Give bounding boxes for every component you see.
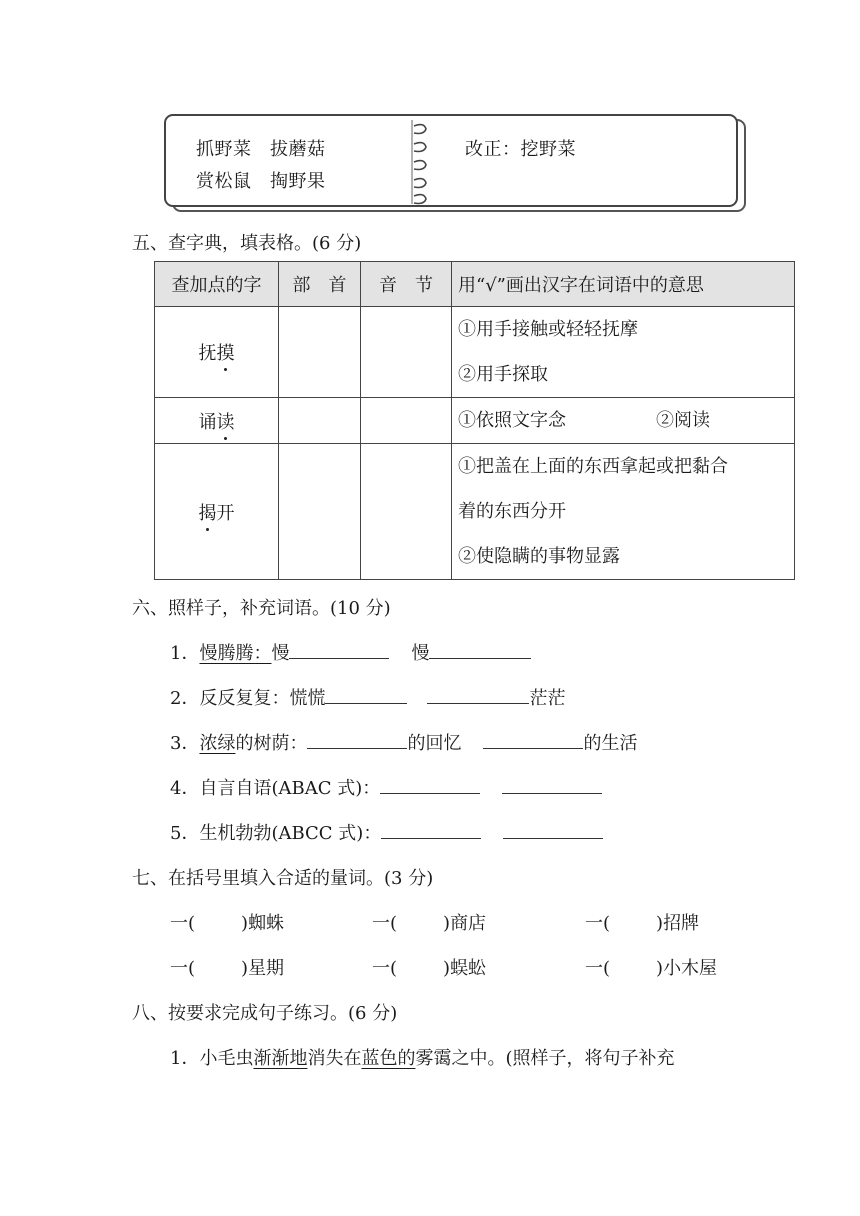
table-row <box>155 398 795 444</box>
s6-item-2 <box>170 684 565 710</box>
answer-blank[interactable] <box>483 730 583 749</box>
prompt-b: 慢 <box>411 643 430 664</box>
s6-item-3 <box>170 729 637 755</box>
dotted-char: 揭 <box>199 499 217 525</box>
table-header-row <box>155 262 795 307</box>
row-word <box>155 398 279 444</box>
word-part: 开 <box>216 502 235 524</box>
prefix: 一( <box>585 913 611 934</box>
sentence-part: 小毛虫 <box>199 1048 254 1069</box>
item-number: 5． <box>170 823 200 844</box>
row-word <box>155 444 279 580</box>
meaning-option[interactable]: ①用手接触或轻轻抚摩 <box>458 319 638 340</box>
item-number: 3． <box>170 733 200 754</box>
prompt-a: 慌慌 <box>289 688 326 709</box>
notebook-rings-icon <box>400 116 440 208</box>
header-char: 查加点的字 <box>155 262 279 307</box>
section-8-title: 八、按要求完成句子练习。(6 分) <box>132 1003 398 1024</box>
noun: 商店 <box>450 913 487 934</box>
answer-blank[interactable] <box>502 775 602 794</box>
correction-label: 改正： <box>465 139 521 160</box>
prompt-b: 茫茫 <box>529 688 566 709</box>
measure-word-item: 一( )蜈蚣 <box>372 958 487 979</box>
prompt-a: 的回忆 <box>407 733 462 754</box>
section-7-title: 七、在括号里填入合适的量词。(3 分) <box>132 868 434 889</box>
meaning-option[interactable]: ②阅读 <box>656 410 710 431</box>
meaning-cell <box>452 444 795 580</box>
table-row <box>155 307 795 398</box>
example-rest: 的树荫： <box>235 733 308 754</box>
header-meaning: 用“√”画出汉字在词语中的意思 <box>452 262 795 307</box>
noun: 星期 <box>248 958 285 979</box>
meaning-cell <box>452 307 795 398</box>
item-number: 1． <box>170 1048 200 1069</box>
notebook-correction <box>465 135 576 161</box>
meaning-option[interactable]: ②使隐瞒的事物显露 <box>458 546 620 567</box>
noun: 招牌 <box>663 913 700 934</box>
notebook-line-1: 抓野菜 拔蘑菇 <box>196 139 326 160</box>
section-5-title: 五、查字典，填表格。(6 分) <box>132 233 362 254</box>
measure-word-item: 一( )商店 <box>372 913 487 934</box>
radical-cell[interactable] <box>279 444 361 580</box>
meaning-option[interactable]: ①依照文字念 <box>458 410 566 431</box>
answer-blank[interactable] <box>503 820 603 839</box>
syllable-cell[interactable] <box>361 398 452 444</box>
table-row <box>155 444 795 580</box>
header-syllable: 音 节 <box>361 262 452 307</box>
underlined-word: 渐渐地 <box>253 1048 308 1069</box>
meaning-cell <box>452 398 795 444</box>
s6-item-4 <box>170 774 602 800</box>
example-word: 慢腾腾： <box>199 643 272 664</box>
dotted-char: 摸 <box>217 339 235 365</box>
header-radical: 部 首 <box>279 262 361 307</box>
answer-blank[interactable] <box>307 730 407 749</box>
prefix: 一( <box>170 958 196 979</box>
example-word: 生机勃勃(ABCC 式)： <box>199 823 382 844</box>
syllable-cell[interactable] <box>361 444 452 580</box>
section-6-title: 六、照样子，补充词语。(10 分) <box>132 598 391 619</box>
radical-cell[interactable] <box>279 398 361 444</box>
measure-word-item: 一( )小木屋 <box>585 958 718 979</box>
prompt-b: 的生活 <box>583 733 638 754</box>
example-word: 反反复复： <box>199 688 290 709</box>
item-number: 2． <box>170 688 200 709</box>
dotted-char: 读 <box>217 408 235 434</box>
sentence-part: 消失在 <box>307 1048 362 1069</box>
answer-blank[interactable] <box>427 685 529 704</box>
prefix: 一( <box>585 958 611 979</box>
s6-item-1 <box>170 639 531 665</box>
measure-word-item: 一( )星期 <box>170 958 285 979</box>
word-part: 诵 <box>198 411 217 433</box>
measure-word-item: 一( )招牌 <box>585 913 700 934</box>
syllable-cell[interactable] <box>361 307 452 398</box>
answer-blank[interactable] <box>380 775 480 794</box>
item-number: 1． <box>170 643 200 664</box>
meaning-options <box>452 398 794 443</box>
sentence-part: 雾霭之中。(照样子，将句子补充 <box>415 1048 675 1069</box>
answer-blank[interactable] <box>429 640 531 659</box>
prefix: 一( <box>372 958 398 979</box>
answer-blank[interactable] <box>289 640 389 659</box>
answer-blank[interactable] <box>325 685 407 704</box>
s8-question-1 <box>170 1044 674 1070</box>
dictionary-table <box>154 261 795 580</box>
noun: 小木屋 <box>663 958 718 979</box>
answer-blank[interactable] <box>381 820 481 839</box>
prefix: 一( <box>372 913 398 934</box>
underlined-word: 蓝色的 <box>361 1048 416 1069</box>
radical-cell[interactable] <box>279 307 361 398</box>
correction-value: 挖野菜 <box>520 139 576 160</box>
example-word: 自言自语(ABAC 式)： <box>199 778 381 799</box>
prefix: 一( <box>170 913 196 934</box>
noun: 蜘蛛 <box>248 913 285 934</box>
s6-item-5 <box>170 819 603 845</box>
word-part: 抚 <box>198 343 217 364</box>
prompt-a: 慢 <box>271 643 290 664</box>
item-number: 4． <box>170 778 200 799</box>
meaning-option-cont[interactable]: 着的东西分开 <box>458 501 566 522</box>
example-word: 浓绿 <box>199 733 236 754</box>
notebook-line-2: 赏松鼠 掏野果 <box>196 171 326 192</box>
row-word <box>155 307 279 398</box>
meaning-option[interactable]: ①把盖在上面的东西拿起或把黏合 <box>458 456 728 477</box>
measure-word-item: 一( )蜘蛛 <box>170 913 285 934</box>
meaning-option[interactable]: ②用手探取 <box>458 364 548 385</box>
noun: 蜈蚣 <box>450 958 487 979</box>
